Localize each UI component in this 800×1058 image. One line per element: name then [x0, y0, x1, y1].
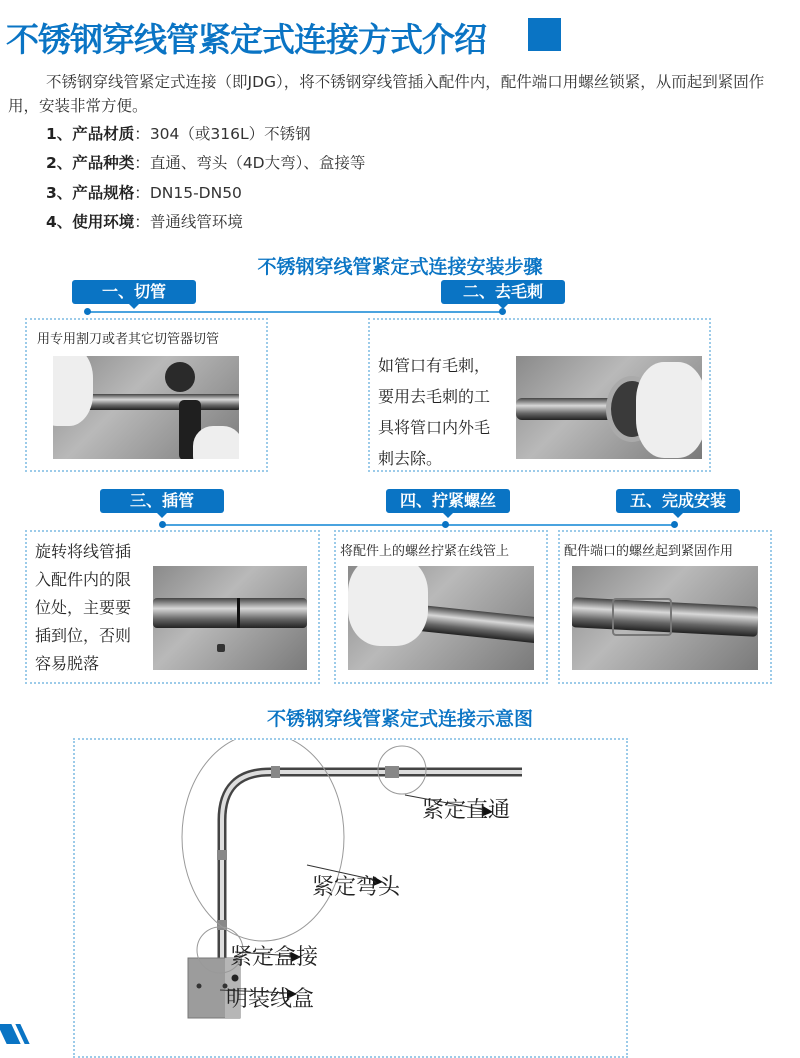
spec-value: 304（或316L）不锈钢	[149, 125, 311, 143]
label-tight-elbow: 紧定弯头	[312, 875, 401, 900]
intro-paragraph: 不锈钢穿线管紧定式连接（即JDG），将不锈钢穿线管插入配件内，配件端口用螺丝锁紧，从而起到紧固作用，安装非常方便。	[8, 73, 765, 115]
page-title: 不锈钢穿线管紧定式连接方式介绍	[6, 20, 486, 59]
step-1-photo-cutting-pipe	[53, 356, 239, 459]
fitting-sleeve	[612, 598, 672, 636]
step-3-photo-inserting-pipe	[153, 566, 307, 670]
caption-line: 容易脱落	[35, 654, 100, 673]
spec-label: 1、产品材质	[46, 125, 135, 143]
step-badge-2: 二、去毛刺	[441, 280, 565, 304]
timeline-dot	[442, 521, 449, 528]
caption-line: 刺去除。	[378, 449, 443, 468]
caption-line: 要用去毛刺的工	[378, 387, 491, 406]
spec-size: 3、产品规格：DN15-DN50	[46, 184, 242, 202]
timeline-line-row1	[88, 311, 502, 313]
step-1-card	[25, 318, 268, 472]
step-2-photo-deburring	[516, 356, 702, 459]
timeline-dot	[671, 521, 678, 528]
spec-label: 3、产品规格	[46, 184, 135, 202]
step-1-caption: 用专用割刀或者其它切管器切管	[37, 332, 220, 347]
step-badge-4: 四、拧紧螺丝	[386, 489, 510, 513]
step-4-caption: 将配件上的螺丝拧紧在线管上	[340, 544, 510, 559]
spec-material: 1、产品材质：304（或316L）不锈钢	[46, 125, 311, 143]
caption-line: 旋转将线管插	[35, 542, 132, 561]
step-3-card	[25, 530, 320, 684]
timeline-dot	[159, 521, 166, 528]
caption-line: 如管口有毛刺，	[378, 356, 491, 375]
loose-screw	[217, 644, 225, 652]
step-5-photo-installation-complete	[572, 566, 758, 670]
diagram-section-title: 不锈钢穿线管紧定式连接示意图	[266, 708, 533, 730]
fitting-seam	[237, 598, 240, 628]
step-5-card	[558, 530, 772, 684]
timeline-line-row2	[163, 524, 677, 526]
step-badge-1: 一、切管	[72, 280, 196, 304]
step-2-card	[368, 318, 711, 472]
label-tight-straight-coupling: 紧定直通	[422, 798, 511, 823]
spec-value: 普通线管环境	[149, 213, 243, 231]
diagram-card	[73, 738, 628, 1058]
spec-types: 2、产品种类：直通、弯头（4D大弯）、盒接等	[46, 154, 366, 172]
step-2-caption	[378, 350, 508, 474]
timeline-dot	[84, 308, 91, 315]
spec-environment: 4、使用环境：普通线管环境	[46, 213, 243, 231]
pipe-cutter-wheel	[165, 362, 195, 392]
step-4-card	[334, 530, 548, 684]
step-3-caption	[35, 538, 157, 678]
spec-value: DN15-DN50	[149, 184, 242, 202]
steps-section-title: 不锈钢穿线管紧定式连接安装步骤	[257, 256, 543, 278]
caption-line: 具将管口内外毛	[378, 418, 491, 437]
caption-line: 位处，主要要	[35, 598, 132, 617]
spec-value: 直通、弯头（4D大弯）、盒接等	[149, 154, 366, 172]
caption-line: 入配件内的限	[35, 570, 132, 589]
step-badge-5: 五、完成安装	[616, 489, 740, 513]
step-4-photo-tightening-screw	[348, 566, 534, 670]
title-square-decoration	[528, 18, 561, 51]
step-5-caption: 配件端口的螺丝起到紧固作用	[564, 544, 734, 559]
label-surface-junction-box: 明装线盒	[226, 987, 315, 1012]
label-tight-box-connector: 紧定盒接	[230, 945, 319, 970]
spec-label: 2、产品种类	[46, 154, 135, 172]
caption-line: 插到位，否则	[35, 626, 132, 645]
step-badge-3: 三、插管	[100, 489, 224, 513]
timeline-dot	[499, 308, 506, 315]
spec-label: 4、使用环境	[46, 213, 135, 231]
